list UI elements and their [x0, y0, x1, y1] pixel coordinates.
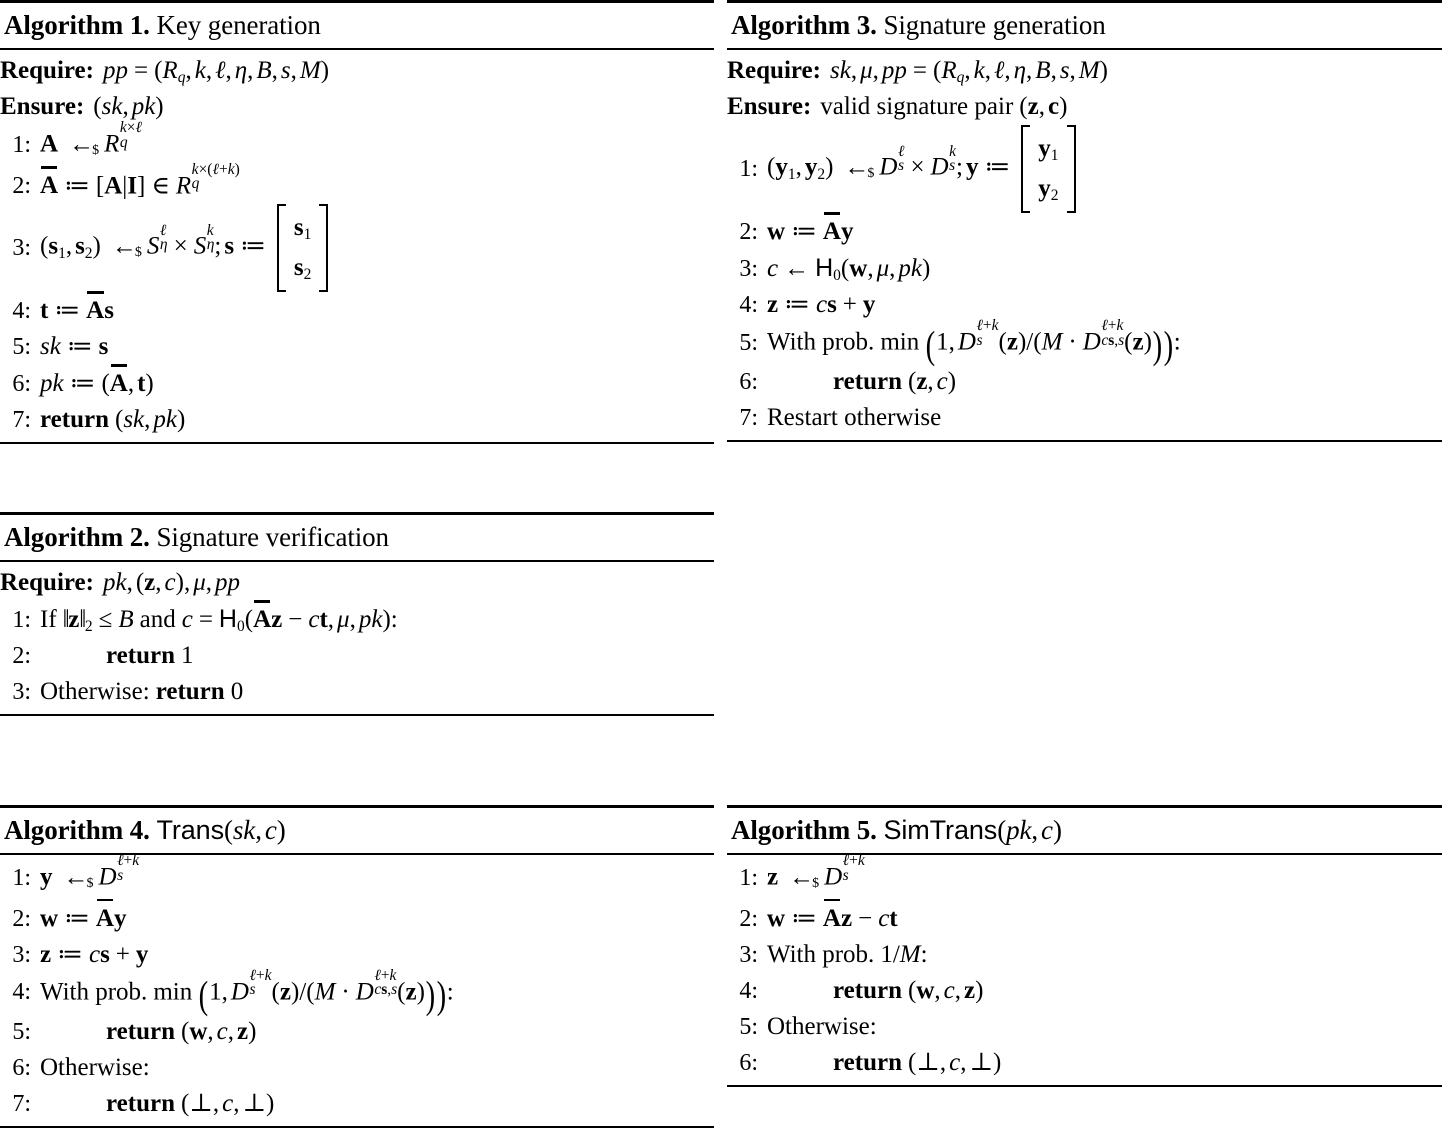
line-number: 3: [739, 256, 758, 282]
line-number: 3: [12, 235, 31, 262]
with-prob-keyword: With prob. [767, 328, 875, 356]
algorithm-2-require [0, 565, 714, 601]
algorithm-2-body [0, 562, 714, 714]
algorithm-4-line-4 [0, 966, 714, 1017]
algorithm-4-bottom-rule [0, 1126, 714, 1128]
algorithm-4-line-5 [0, 1014, 714, 1050]
algorithm-3-line-1 [727, 125, 1442, 213]
return-keyword: return [833, 1048, 902, 1076]
algorithm-2-title [0, 515, 714, 560]
require-label: Require: [0, 57, 94, 84]
line-number: 6: [739, 1049, 758, 1076]
line-number: 4: [739, 292, 758, 318]
algorithm-4-line-1 [0, 852, 714, 900]
algorithm-4-line-2 [0, 900, 714, 937]
algorithm-4-line-7 [0, 1086, 714, 1122]
line-content: ($s_1$, $s_2$) ←$ S ℓ η × S k η ; s ≔ $s_1$ $s_2$ [40, 204, 328, 292]
algorithm-5-line-4 [727, 973, 1442, 1009]
line-number: 5: [739, 329, 758, 356]
algorithm-5-line-5 [727, 1009, 1442, 1045]
return-value: 0 [230, 678, 244, 705]
algorithm-4-title [0, 808, 714, 853]
algorithm-1-ensure [0, 89, 714, 125]
otherwise-keyword: Otherwise: [40, 1053, 150, 1081]
line-number: 2: [12, 905, 31, 932]
line-content: w ≔ Ay [767, 213, 853, 250]
algorithm-3-bottom-rule [727, 440, 1442, 442]
algorithm-5-function-name: SimTrans [883, 815, 998, 845]
line-number: 5: [12, 334, 31, 361]
algorithm-1-line-3 [0, 204, 714, 292]
algorithm-2-label: Algorithm [4, 522, 124, 552]
line-number: 2: [739, 905, 758, 932]
ensure-label: Ensure: [727, 93, 812, 120]
line-content [767, 1009, 877, 1045]
line-number: 3: [739, 941, 758, 968]
column-vector-y: $y_1$ $y_2$ [1021, 125, 1075, 213]
otherwise-keyword: Otherwise: [767, 1012, 877, 1040]
algorithm-3-number: 3. [856, 10, 877, 40]
require-label: Require: [0, 569, 94, 596]
line-content: return (sk, pk) [40, 406, 186, 434]
line-number: 1: [12, 607, 31, 633]
algorithm-5-label: Algorithm [731, 815, 851, 845]
line-content: sk ≔ s [40, 333, 109, 361]
column-vector-s: $s_1$ $s_2$ [277, 204, 328, 292]
algorithm-5-line-1 [727, 852, 1442, 900]
algorithm-3-line-6 [727, 364, 1442, 400]
algorithm-4-line-3 [0, 937, 714, 973]
line-content [767, 400, 941, 436]
algorithm-3-label: Algorithm [731, 10, 851, 40]
line-number: 6: [12, 371, 31, 398]
algorithm-1-line-1 [0, 119, 714, 167]
algorithm-5-title [727, 808, 1442, 853]
return-keyword: return [155, 678, 225, 705]
with-prob-keyword: With prob. [40, 978, 148, 1006]
line-number: 1: [739, 864, 758, 891]
line-number: 4: [739, 977, 758, 1004]
algorithm-3-line-2 [727, 213, 1442, 250]
line-content: y ←$ D ℓ+k s [40, 852, 140, 891]
algorithm-1-line-5 [0, 329, 714, 365]
algorithm-5-bottom-rule [727, 1085, 1442, 1087]
line-number: 2: [12, 643, 31, 669]
line-content: z ←$ D ℓ+k s [767, 852, 865, 891]
line-number: 4: [12, 298, 31, 325]
line-content: ($y_1$, $y_2$) ←$ D ℓ s × D k s ; y ≔ $y_1$ $y_2$ [767, 125, 1076, 213]
restart-text: Restart otherwise [767, 404, 942, 432]
algorithm-1-line-6 [0, 365, 714, 402]
algorithm-4-body [0, 852, 714, 1126]
line-number: 7: [739, 405, 758, 432]
require-value: pk, (z, c), μ, pp [102, 569, 241, 596]
return-keyword: return [106, 1017, 175, 1045]
line-number: 5: [12, 1018, 31, 1045]
algorithm-block-3 [727, 0, 1442, 442]
if-keyword: If [40, 606, 57, 633]
algorithm-3-body [727, 50, 1442, 440]
line-number: 1: [12, 864, 31, 891]
otherwise-keyword: Otherwise: [40, 678, 150, 705]
algorithm-5-line-3 [727, 937, 1442, 973]
line-content [40, 674, 243, 710]
line-content: return (z, c) [833, 368, 957, 396]
algorithm-block-5 [727, 805, 1442, 1087]
ensure-value: valid signature pair (z, c) [820, 93, 1068, 120]
return-keyword: return [106, 1089, 175, 1117]
line-content: return (w, c, z) [833, 976, 984, 1004]
line-content: z ≔ cs + y [40, 940, 149, 968]
algorithm-1-line-7 [0, 402, 714, 438]
algorithm-3-line-5 [727, 317, 1442, 368]
return-keyword: return [833, 368, 902, 396]
line-content [40, 1050, 150, 1086]
line-content: With prob. min (1, D ℓ+k s (z)/(M · D ℓ+k cs,s (z))): [767, 317, 1181, 368]
line-content: A ≔ [A|I] ∈ R k×(ℓ+k) q [40, 167, 240, 205]
line-content: return (w, c, z) [106, 1017, 257, 1045]
algorithm-4-function-name: Trans [156, 815, 224, 845]
algorithm-2-name: Signature verification [156, 522, 389, 552]
ensure-label: Ensure: [0, 93, 85, 120]
return-keyword: return [40, 406, 109, 434]
algorithm-5-line-2 [727, 900, 1442, 937]
line-number: 7: [12, 407, 31, 434]
algorithm-block-1 [0, 0, 714, 444]
require-value: sk, μ, pp = ($R_q$, k, ℓ, η, B, s, M) [829, 57, 1108, 87]
algorithm-4-label: Algorithm [4, 815, 124, 845]
algorithm-1-require [0, 53, 714, 89]
line-number: 6: [12, 1054, 31, 1081]
and-keyword: and [139, 606, 176, 633]
ensure-value: (sk, pk) [93, 93, 164, 120]
algorithm-4-line-6 [0, 1050, 714, 1086]
min-operator: min [880, 328, 920, 356]
line-number: 4: [12, 979, 31, 1006]
line-content: z ≔ cs + y [767, 291, 876, 318]
algorithm-5-body [727, 852, 1442, 1085]
algorithm-4-number: 4. [129, 815, 150, 845]
require-value: pp = ($R_q$, k, ℓ, η, B, s, M) [102, 57, 330, 87]
return-keyword: return [833, 976, 902, 1004]
algorithm-3-name: Signature generation [883, 10, 1106, 40]
algorithm-block-4 [0, 805, 714, 1128]
algorithm-5-function-args: (pk, c) [997, 815, 1062, 845]
line-number: 7: [12, 1090, 31, 1117]
algorithm-5-line-6 [727, 1045, 1442, 1081]
algorithm-3-ensure [727, 89, 1442, 125]
algorithm-4-function-args: (sk, c) [223, 815, 286, 845]
line-content: w ≔ Ay [40, 900, 126, 937]
algorithm-1-label: Algorithm [4, 10, 124, 40]
min-operator: min [153, 978, 193, 1006]
line-number: 2: [12, 173, 31, 200]
line-number: 5: [739, 1013, 758, 1040]
line-content [40, 638, 193, 674]
line-content: With prob. 1/M: [767, 940, 928, 968]
algorithm-3-title [727, 3, 1442, 48]
line-content: A ←$ R k×ℓ q [40, 119, 142, 158]
line-number: 3: [12, 941, 31, 968]
algorithm-1-line-4 [0, 292, 714, 329]
return-keyword: return [106, 642, 175, 669]
line-content: pk ≔ (A, t) [40, 365, 154, 402]
algorithm-3-require [727, 53, 1442, 89]
line-content: c ← $H_0(w$, μ, pk) [767, 254, 931, 285]
line-number: 1: [12, 131, 31, 158]
algorithm-3-line-7 [727, 400, 1442, 436]
algorithm-3-line-4 [727, 287, 1442, 323]
algorithm-1-title [0, 3, 714, 48]
algorithm-1-bottom-rule [0, 442, 714, 444]
algorithm-2-number: 2. [129, 522, 150, 552]
line-content: return (⊥, c, ⊥) [106, 1089, 275, 1117]
line-content: w ≔ Az − ct [767, 900, 898, 937]
line-number: 3: [12, 679, 31, 705]
algorithm-2-line-1 [0, 601, 714, 638]
algorithm-1-number: 1. [129, 10, 150, 40]
line-content: If $‖z‖_2 \le B$ and $c = H_0(Az$ − ct, μ, pk): [40, 601, 398, 638]
algorithm-2-bottom-rule [0, 714, 714, 716]
line-content: t ≔ As [40, 292, 114, 329]
algorithm-5-number: 5. [856, 815, 877, 845]
algorithm-2-line-2 [0, 638, 714, 674]
return-value: 1 [180, 642, 194, 669]
line-number: 2: [739, 219, 758, 245]
line-number: 6: [739, 369, 758, 396]
line-content: return (⊥, c, ⊥) [833, 1048, 1002, 1076]
algorithm-1-name: Key generation [156, 10, 321, 40]
line-content: With prob. min (1, D ℓ+k s (z)/(M · D ℓ+k cs,s (z))): [40, 966, 454, 1017]
algorithm-3-line-3 [727, 250, 1442, 287]
algorithm-1-line-2 [0, 160, 714, 205]
with-prob-keyword: With prob. [767, 940, 875, 968]
require-label: Require: [727, 57, 821, 84]
line-number: 1: [739, 156, 758, 182]
algorithm-block-2 [0, 512, 714, 716]
algorithm-2-line-3 [0, 674, 714, 710]
algorithm-1-body [0, 50, 714, 442]
